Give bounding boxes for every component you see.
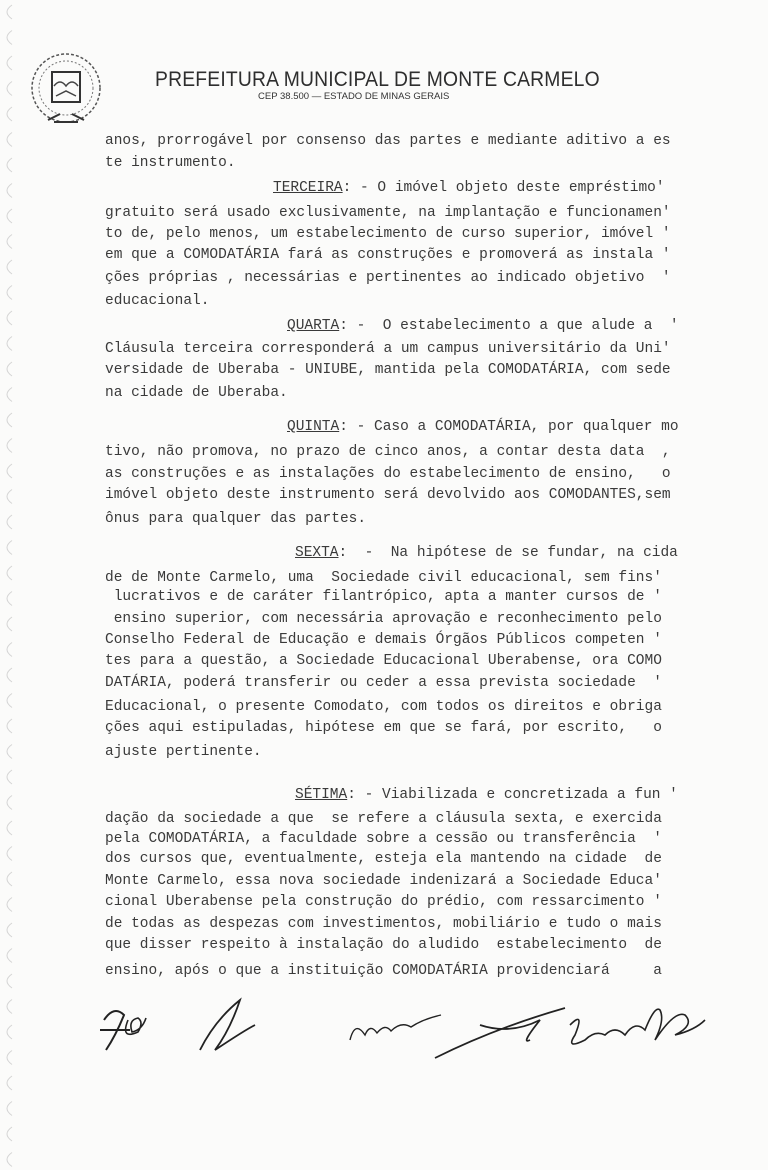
line-text: ensino, após o que a instituição COMODATÁRIA providenciará a <box>105 963 662 979</box>
binder-hole <box>7 362 12 376</box>
binder-hole <box>7 209 12 223</box>
line-text: educacional. <box>105 293 210 309</box>
text-line <box>105 915 662 933</box>
text-line <box>105 936 662 954</box>
line-text: ajuste pertinente. <box>105 744 262 760</box>
binder-hole <box>7 1102 12 1116</box>
line-text: dação da sociedade a que se refere a cláusula sexta, e exercida <box>105 811 662 827</box>
binder-hole <box>7 770 12 784</box>
binder-hole <box>7 5 12 19</box>
text-line <box>105 698 662 716</box>
text-line <box>105 569 662 587</box>
binder-hole <box>7 260 12 274</box>
clause-heading-line <box>287 418 679 436</box>
text-line <box>105 269 671 287</box>
line-text: lucrativos e de caráter filantrópico, apta a manter cursos de ' <box>105 589 662 605</box>
binder-hole <box>7 82 12 96</box>
text-line <box>105 962 662 980</box>
line-text: de de Monte Carmelo, uma Sociedade civil educacional, sem fins' <box>105 570 662 586</box>
line-text: te instrumento. <box>105 155 236 171</box>
binder-hole <box>7 464 12 478</box>
binder-hole <box>7 235 12 249</box>
binder-hole <box>7 1153 12 1167</box>
line-text: DATÁRIA, poderá transferir ou ceder a essa prevista sociedade ' <box>105 675 662 691</box>
line-text: na cidade de Uberaba. <box>105 385 288 401</box>
line-text: as construções e as instalações do estabelecimento de ensino, o <box>105 466 671 482</box>
binder-hole <box>7 388 12 402</box>
binder-hole <box>7 1076 12 1090</box>
line-text: anos, prorrogável por consenso das partes e mediante aditivo a es <box>105 133 671 149</box>
signatures <box>0 980 768 1070</box>
line-text: ônus para qualquer das partes. <box>105 511 367 527</box>
line-text: to de, pelo menos, um estabelecimento de curso superior, imóvel ' <box>105 226 671 242</box>
line-text: : - O estabelecimento a que alude a ' <box>339 318 679 334</box>
text-line <box>105 893 662 911</box>
binder-hole <box>7 694 12 708</box>
line-text: imóvel objeto deste instrumento será devolvido aos COMODANTES,sem <box>105 487 671 503</box>
binder-hole <box>7 949 12 963</box>
text-line <box>105 132 671 150</box>
text-line <box>105 810 662 828</box>
clause-heading: SÉTIMA <box>295 787 348 803</box>
signature-3 <box>200 1000 255 1050</box>
binder-hole <box>7 133 12 147</box>
binder-hole <box>7 821 12 835</box>
text-line <box>105 154 236 172</box>
line-text: ções próprias , necessárias e pertinentes ao indicado objetivo ' <box>105 270 671 286</box>
binder-hole <box>7 184 12 198</box>
line-text: tivo, não promova, no prazo de cinco anos, a contar desta data , <box>105 444 671 460</box>
text-line <box>105 246 671 264</box>
clause-heading: QUINTA <box>287 419 340 435</box>
clause-heading: SEXTA <box>295 545 339 561</box>
text-line <box>105 719 662 737</box>
signature-6 <box>570 1009 705 1044</box>
initials-signature-2 <box>126 1018 146 1034</box>
line-text: : - Viabilizada e concretizada a fun ' <box>347 787 678 803</box>
clause-heading-line <box>273 179 665 197</box>
binder-hole <box>7 643 12 657</box>
line-text: de todas as despezas com investimentos, mobiliário e tudo o mais <box>105 916 662 932</box>
binder-hole <box>7 56 12 70</box>
binder-hole <box>7 847 12 861</box>
binder-hole <box>7 898 12 912</box>
binder-hole <box>7 490 12 504</box>
text-line <box>105 292 209 310</box>
binder-hole <box>7 413 12 427</box>
binder-hole <box>7 745 12 759</box>
signature-5 <box>435 1008 565 1058</box>
binder-hole <box>7 617 12 631</box>
text-line <box>105 486 671 504</box>
binder-hole <box>7 1127 12 1141</box>
binder-hole <box>7 515 12 529</box>
text-line <box>105 384 288 402</box>
line-text: versidade de Uberaba - UNIUBE, mantida pela COMODATÁRIA, com sede <box>105 362 671 378</box>
line-text: : - Caso a COMODATÁRIA, por qualquer mo <box>339 419 679 435</box>
line-text: Conselho Federal de Educação e demais Órgãos Públicos competen ' <box>105 632 662 648</box>
binder-hole <box>7 923 12 937</box>
line-text: pela COMODATÁRIA, a faculdade sobre a cessão ou transferência ' <box>105 831 662 847</box>
text-line <box>105 225 671 243</box>
binder-hole <box>7 592 12 606</box>
text-line <box>105 830 662 848</box>
line-text: : - Na hipótese de se fundar, na cida <box>338 545 678 561</box>
line-text: dos cursos que, eventualmente, esteja ela mantendo na cidade de <box>105 851 662 867</box>
page-header-title: PREFEITURA MUNICIPAL DE MONTE CARMELO <box>155 68 600 91</box>
text-line <box>105 743 262 761</box>
binder-hole <box>7 337 12 351</box>
signature-4 <box>350 1015 441 1040</box>
line-text: Cláusula terceira corresponderá a um campus universitário da Uni' <box>105 341 671 357</box>
text-line <box>105 204 671 222</box>
text-line <box>105 465 671 483</box>
text-line <box>105 361 671 379</box>
clause-heading-line <box>295 786 678 804</box>
binder-hole <box>7 566 12 580</box>
line-text: cional Uberabense pela construção do prédio, com ressarcimento ' <box>105 894 662 910</box>
binder-hole <box>7 668 12 682</box>
line-text: que disser respeito à instalação do aludido estabelecimento de <box>105 937 662 953</box>
binder-hole <box>7 439 12 453</box>
binder-hole <box>7 286 12 300</box>
text-line <box>105 850 662 868</box>
line-text: ções aqui estipuladas, hipótese em que se fará, por escrito, o <box>105 720 662 736</box>
clause-heading: QUARTA <box>287 318 340 334</box>
text-line <box>105 652 662 670</box>
line-text: Monte Carmelo, essa nova sociedade indenizará a Sociedade Educa' <box>105 873 662 889</box>
line-text: Educacional, o presente Comodato, com todos os direitos e obriga <box>105 699 662 715</box>
text-line <box>105 674 662 692</box>
line-text: ensino superior, com necessária aprovação e reconhecimento pelo <box>105 611 662 627</box>
binder-hole <box>7 107 12 121</box>
binder-hole <box>7 158 12 172</box>
binder-hole <box>7 31 12 45</box>
clause-heading-line <box>295 544 678 562</box>
binder-hole <box>7 719 12 733</box>
binder-hole <box>7 796 12 810</box>
text-line <box>105 631 662 649</box>
text-line <box>105 588 662 606</box>
line-text: : - O imóvel objeto deste empréstimo' <box>342 180 665 196</box>
text-line <box>105 510 366 528</box>
line-text: em que a COMODATÁRIA fará as construções e promoverá as instala ' <box>105 247 671 263</box>
page-header-subtitle: CEP 38.500 — ESTADO DE MINAS GERAIS <box>258 91 450 102</box>
line-text: tes para a questão, a Sociedade Educacional Uberabense, ora COMO <box>105 653 662 669</box>
clause-heading-line <box>287 317 679 335</box>
text-line <box>105 610 662 628</box>
line-text: gratuito será usado exclusivamente, na implantação e funcionamen' <box>105 205 671 221</box>
binder-hole <box>7 872 12 886</box>
clause-heading: TERCEIRA <box>273 180 343 196</box>
text-line <box>105 872 662 890</box>
text-line <box>105 340 671 358</box>
text-line <box>105 443 671 461</box>
municipal-seal-logo <box>26 50 106 130</box>
binder-hole <box>7 311 12 325</box>
binder-hole <box>7 541 12 555</box>
